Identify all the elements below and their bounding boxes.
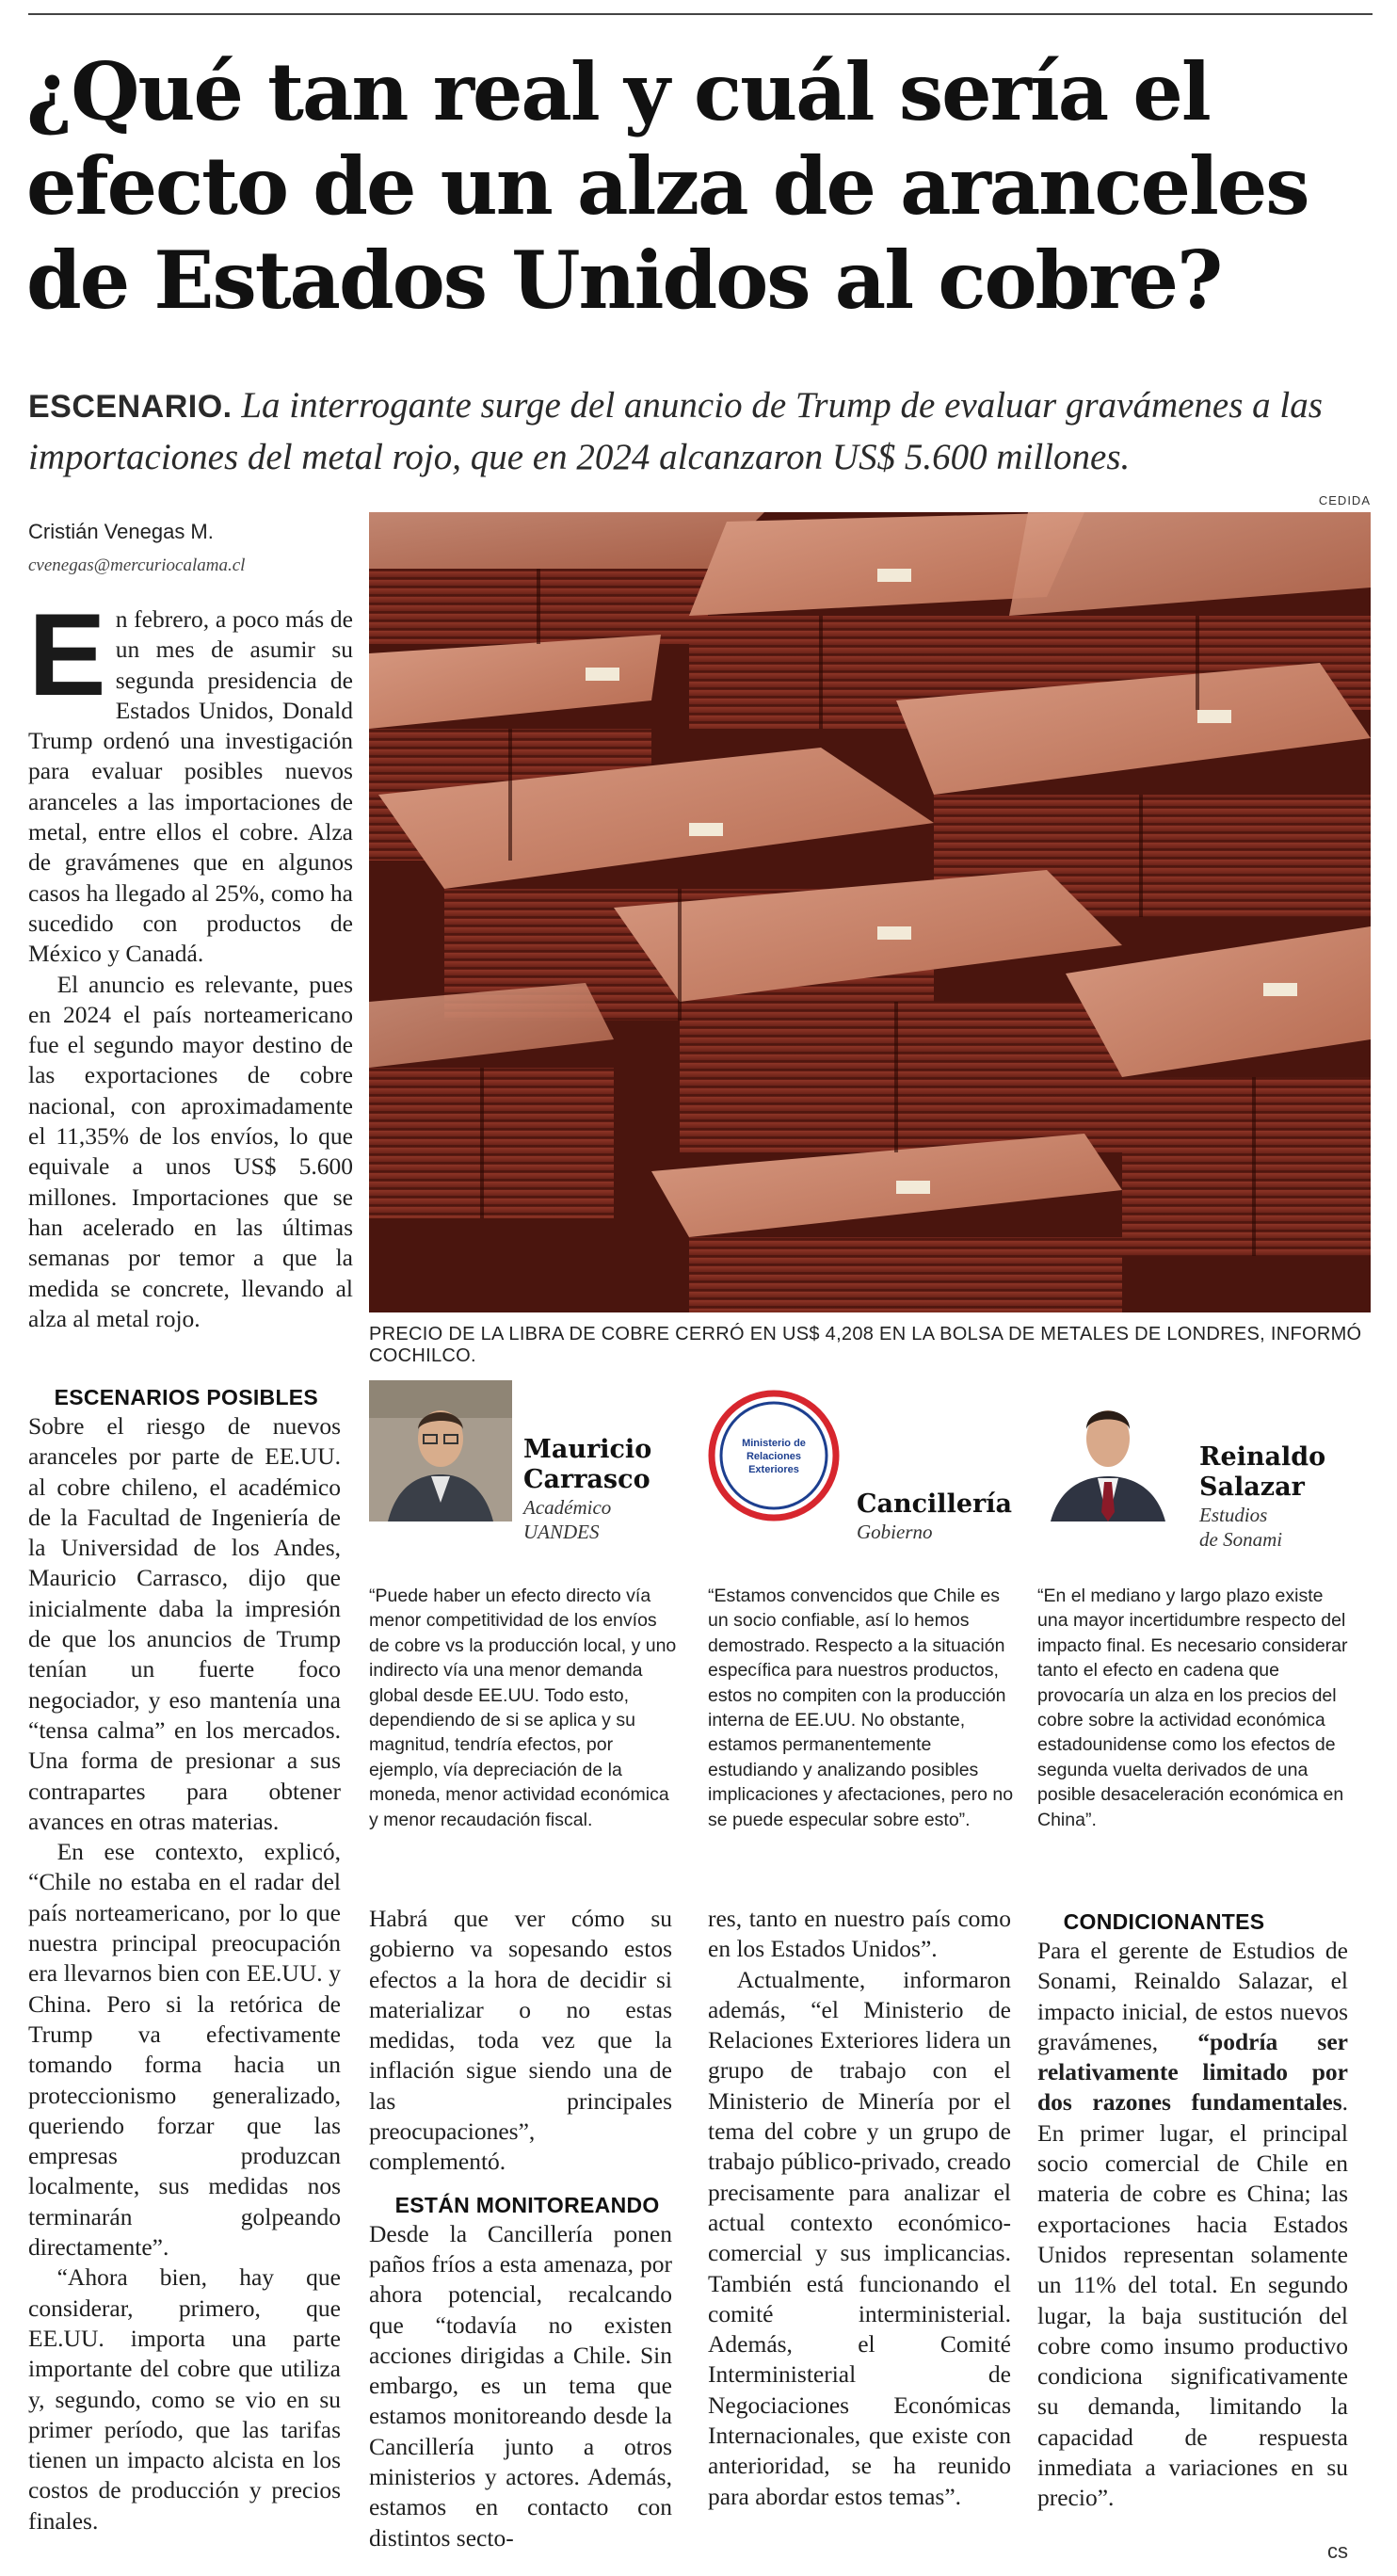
byline	[28, 520, 348, 576]
body-paragraph	[1037, 1936, 1348, 2514]
drop-cap: E	[28, 590, 106, 720]
column-3	[708, 1904, 1011, 2512]
body-text: . En primer lugar, el principal socio comercial de Chile en materia de cobre es China; las exportaciones hacia Estados Unidos representan solamente un 11% del total. En segundo lugar, la baja sustitución del cobre como insumo productivo condiciona significativamente su demanda, limitando la capacidad de respuesta inmediata a variaciones en su precio”.	[1037, 2088, 1348, 2512]
source-role: Gobierno	[857, 1521, 933, 1543]
column-4	[1037, 1904, 1348, 2514]
top-rule	[28, 13, 1373, 15]
headline-line: ¿Qué tan real y cuál sería el	[26, 45, 1210, 138]
lead-paragraph	[28, 590, 353, 970]
column-1	[28, 1379, 341, 2536]
source-quote: “En el mediano y largo plazo existe una mayor incertidumbre respecto del impacto final. Es necesario considerar tanto el efecto en cadena que provocaría un alza en los precios del cobre sobre la actividad económica estadounidense como los efectos de segunda vuelta derivados de una posible desaceleración económica en China”.	[1037, 1586, 1348, 1830]
subheading: ESCENARIOS POSIBLES	[54, 1385, 319, 1409]
logo-text: Ministerio de	[742, 1438, 806, 1449]
lead-column	[28, 590, 353, 1334]
body-paragraph: Actualmente, informaron además, “el Ministerio de Relaciones Exteriores lidera un grupo de trabajo con el Ministerio de Minería por el tema del cobre y un grupo de trabajo público-privado, creado precisamente para analizar el actual contexto económico-comercial y sus implicancias. También está funcionando el comité interministerial. Además, el Comité Interministerial de Negociaciones Económicas Internacionales, que existe con anterioridad, se ha reunido para abordar estos temas”.	[708, 1965, 1011, 2510]
source-name: Mauricio	[523, 1435, 652, 1464]
photo-caption: PRECIO DE LA LIBRA DE COBRE CERRÓ EN US$ 4,208 EN LA BOLSA DE METALES DE LONDRES, INFORMÓ COCHILCO.	[369, 1324, 1362, 1366]
copper-stacks-illustration	[369, 512, 1371, 1312]
deck	[28, 380, 1374, 483]
body-paragraph: “Ahora bien, hay que considerar, primero, que EE.UU. importa una parte importante del cobre que utiliza y, segundo, como se vio en su primer período, que las tarifas tienen un impacto alcista en los costos de producción y precios finales.	[28, 2263, 341, 2535]
logo-text: Relaciones	[746, 1451, 802, 1462]
body-text-bold: “podría ser relativamente limitado por dos razones fundamentales	[1037, 2027, 1348, 2117]
body-paragraph: Habrá que ver cómo su gobierno va sopesando estos efectos a la hora de decidir si materializar o no estas medidas, toda vez que la inflación sigue siendo una de las principales preocupaciones”, complementó.	[369, 1905, 672, 2176]
source-role: Estudios	[1199, 1504, 1268, 1526]
source-name: Cancillería	[857, 1489, 1012, 1519]
subheading: ESTÁN MONITOREANDO	[394, 2192, 660, 2217]
subheading: CONDICIONANTES	[1063, 1909, 1265, 1934]
body-paragraph: El anuncio es relevante, pues en 2024 el país norteamericano fue el segundo mayor destino de las exportaciones de cobre nacional, con aproximadamente el 11,35% de los envíos, lo que equivale a unos US$ 5.600 millones. Importaciones que se han acelerado en las últimas semanas por temor a que la medida se concrete, llevando al alza al metal rojo.	[28, 970, 353, 1332]
body-paragraph: res, tanto en nuestro país como en los Estados Unidos”.	[708, 1905, 1011, 1963]
source-role: Académico	[523, 1496, 612, 1519]
photo-credit: CEDIDA	[1318, 493, 1371, 507]
source-identity	[857, 1489, 1012, 1544]
ministry-logo	[708, 1390, 840, 1521]
source-quote: “Estamos convencidos que Chile es un socio confiable, así lo hemos demostrado. Respecto a la situación específica para nuestros productos, estos no compiten con la producción interna de EE.UU. No obstante, estamos permanentemente estudiando y analizando posibles implicaciones y afectaciones, pero no se puede especular sobre esto”.	[708, 1586, 1014, 1830]
headline-line: efecto de un alza de aranceles	[26, 139, 1309, 233]
headline	[26, 45, 1373, 328]
portrait-mauricio-carrasco	[369, 1380, 512, 1521]
body-paragraph: Desde la Cancillería ponen paños fríos a esta amenaza, por ahora potencial, recalcando que “todavía no existen acciones dirigidas a Chile. Sin embargo, es un tema que estamos monitoreando desde la Cancillería junto a otros ministerios y actores. Además, estamos en contacto con distintos secto-	[369, 2219, 672, 2552]
end-mark: cs	[1327, 2539, 1348, 2563]
lead-paragraph-text: n febrero, a poco más de un mes de asumir su segunda presidencia de Estados Unidos, Donald Trump ordenó una investigación para evaluar posibles nuevos aranceles a las importaciones de metal, entre ellos el cobre. Alza de gravámenes que en algunos casos ha llegado al 25%, como ha sucedido con productos de México y Canadá.	[28, 605, 353, 968]
body-text: Para el gerente de Estudios de Sonami, Reinaldo Salazar, el impacto inicial, de estos nuevos gravámenes,	[1037, 1937, 1348, 2055]
source-identity	[1199, 1442, 1325, 1552]
logo-text: Exteriores	[748, 1464, 799, 1475]
source-name: Carrasco	[523, 1465, 650, 1494]
body-paragraph: En ese contexto, explicó, “Chile no estaba en el radar del país norteamericano, por lo que nuestra principal preocupación era llevarnos bien con EE.UU. y China. Pero si la retórica de Trump va efectivamente tomando forma hacia un proteccionismo generalizado, queriendo forzar que las empresas produzcan localmente, sus medidas nos terminarán golpeando directamente”.	[28, 1838, 341, 2262]
portrait-reinaldo-salazar	[1037, 1380, 1179, 1521]
author-email: cvenegas@mercuriocalama.cl	[28, 555, 246, 575]
headline-line: de Estados Unidos al cobre?	[26, 233, 1222, 327]
source-name: Salazar	[1199, 1473, 1305, 1502]
source-quote: “Puede haber un efecto directo vía menor competitividad de los envíos de cobre vs la producción local, y uno indirecto vía una menor demanda global desde EE.UU. Todo esto, dependiendo de si se aplica y su magnitud, tendría efectos, por ejemplo, vía depreciación de la moneda, menor actividad económica y menor recaudación fiscal.	[369, 1586, 677, 1830]
source-role: de Sonami	[1199, 1528, 1283, 1551]
source-identity	[523, 1435, 651, 1544]
author-name: Cristián Venegas M.	[28, 520, 214, 543]
copper-cathodes-photo	[369, 512, 1371, 1312]
deck-text: La interrogante surge del anuncio de Trump de evaluar gravámenes a las importaciones del metal rojo, que en 2024 alcanzaron US$ 5.600 millones.	[28, 385, 1323, 477]
source-name: Reinaldo	[1199, 1442, 1326, 1472]
body-paragraph: Sobre el riesgo de nuevos aranceles por parte de EE.UU. al cobre chileno, el académico de la Facultad de Ingeniería de la Universidad de los Andes, Mauricio Carrasco, dijo que inicialmente daba la impresión de que los anuncios de Trump tenían un fuerte foco negociador, y eso mantenía una “tensa calma” en los mercados. Una forma de presionar a sus contrapartes para obtener avances en otras materias.	[28, 1412, 341, 1835]
column-2	[369, 1904, 672, 2553]
source-role: UANDES	[523, 1521, 600, 1543]
deck-label: ESCENARIO.	[28, 389, 233, 425]
